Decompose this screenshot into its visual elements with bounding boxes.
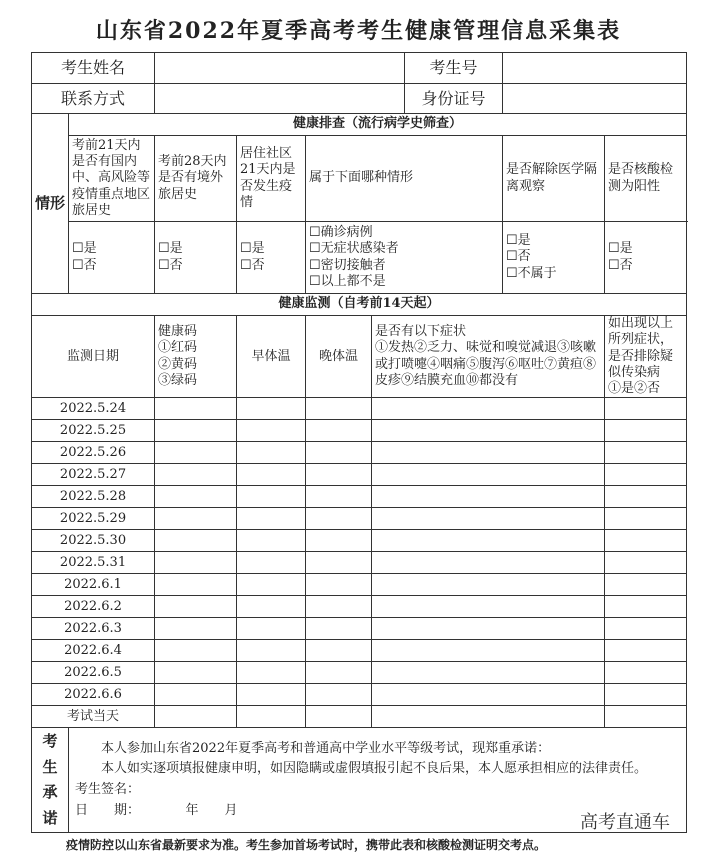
date-label[interactable]: 日 期： 年 月	[75, 803, 238, 819]
symptoms-cell[interactable]	[372, 420, 605, 442]
checkbox-option[interactable]: ☐密切接触者	[309, 257, 386, 273]
name-field[interactable]	[155, 53, 405, 84]
evening-temp-cell[interactable]	[306, 486, 372, 508]
morning-temp-cell[interactable]	[237, 684, 306, 706]
monitoring-date: 2022.6.5	[32, 662, 155, 684]
monitoring-date: 2022.5.31	[32, 552, 155, 574]
checkbox-option[interactable]: ☐是	[240, 241, 265, 257]
col-evening-header: 晚体温	[306, 316, 372, 398]
health-form-table	[31, 52, 687, 833]
code-cell[interactable]	[155, 464, 237, 486]
monitoring-date: 2022.5.28	[32, 486, 155, 508]
exclude-cell[interactable]	[605, 552, 687, 574]
screening-options[interactable]	[155, 222, 237, 294]
symptoms-cell[interactable]	[372, 684, 605, 706]
symptoms-cell[interactable]	[372, 464, 605, 486]
contact-field[interactable]	[155, 84, 405, 114]
monitoring-date: 2022.6.4	[32, 640, 155, 662]
checkbox-option[interactable]: ☐否	[158, 257, 183, 273]
exam-no-label: 考生号	[405, 53, 503, 84]
checkbox-option[interactable]: ☐否	[240, 257, 265, 273]
screening-question: 是否解除医学隔离观察	[503, 136, 605, 222]
evening-temp-cell[interactable]	[306, 706, 372, 728]
exclude-cell[interactable]	[605, 684, 687, 706]
morning-temp-cell[interactable]	[237, 618, 306, 640]
monitoring-row	[32, 420, 687, 442]
exclude-cell[interactable]	[605, 618, 687, 640]
monitoring-date: 2022.6.1	[32, 574, 155, 596]
symptoms-cell[interactable]	[372, 618, 605, 640]
exclude-cell[interactable]	[605, 706, 687, 728]
code-cell[interactable]	[155, 618, 237, 640]
exclude-cell[interactable]	[605, 464, 687, 486]
monitoring-row	[32, 618, 687, 640]
morning-temp-cell[interactable]	[237, 464, 306, 486]
screening-question: 居住社区21天内是否发生疫情	[237, 136, 306, 222]
col-exclude-header: 如出现以上所列症状，是否排除疑似传染病 ①是②否	[605, 316, 687, 398]
checkbox-option[interactable]: ☐否	[506, 249, 531, 265]
exclude-cell[interactable]	[605, 508, 687, 530]
monitoring-row	[32, 486, 687, 508]
screening-options[interactable]	[237, 222, 306, 294]
monitoring-date: 2022.5.24	[32, 398, 155, 420]
code-cell[interactable]	[155, 662, 237, 684]
symptoms-cell[interactable]	[372, 508, 605, 530]
checkbox-option[interactable]: ☐是	[608, 241, 633, 257]
checkbox-option[interactable]: ☐否	[608, 257, 633, 273]
exclude-cell[interactable]	[605, 442, 687, 464]
symptoms-cell[interactable]	[372, 596, 605, 618]
monitoring-row	[32, 530, 687, 552]
evening-temp-cell[interactable]	[306, 574, 372, 596]
col-date-header: 监测日期	[32, 316, 155, 398]
monitoring-row	[32, 684, 687, 706]
contact-label: 联系方式	[32, 84, 155, 114]
morning-temp-cell[interactable]	[237, 596, 306, 618]
evening-temp-cell[interactable]	[306, 442, 372, 464]
pledge-label: 考生承诺	[32, 728, 69, 833]
screening-options[interactable]	[605, 222, 687, 294]
checkbox-option[interactable]: ☐是	[506, 233, 531, 249]
exclude-cell[interactable]	[605, 530, 687, 552]
monitoring-date: 2022.5.26	[32, 442, 155, 464]
evening-temp-cell[interactable]	[306, 684, 372, 706]
pledge-line-2: 本人如实逐项填报健康申明，如因隐瞒或虚假填报引起不良后果，本人愿承担相应的法律责任。	[101, 761, 648, 777]
monitoring-row	[32, 398, 687, 420]
morning-temp-cell[interactable]	[237, 420, 306, 442]
checkbox-option[interactable]: ☐不属于	[506, 265, 557, 281]
pledge-line-1: 本人参加山东省2022年夏季高考和普通高中学业水平等级考试，现郑重承诺：	[101, 740, 551, 756]
exclude-cell[interactable]	[605, 596, 687, 618]
code-cell[interactable]	[155, 574, 237, 596]
morning-temp-cell[interactable]	[237, 640, 306, 662]
checkbox-option[interactable]: ☐是	[158, 241, 183, 257]
monitoring-date: 2022.5.29	[32, 508, 155, 530]
col-symptoms-header: 是否有以下症状 ①发热②乏力、味觉和嗅觉减退③咳嗽或打喷嚏④咽痛⑤腹泻⑥呕吐⑦黄疸⑧皮疹⑨结膜充血⑩都没有	[372, 316, 605, 398]
monitoring-date: 考试当天	[32, 706, 155, 728]
symptoms-cell[interactable]	[372, 530, 605, 552]
id-field[interactable]	[503, 84, 687, 114]
screening-question: 属于下面哪种情形	[306, 136, 503, 222]
morning-temp-cell[interactable]	[237, 574, 306, 596]
evening-temp-cell[interactable]	[306, 596, 372, 618]
exclude-cell[interactable]	[605, 486, 687, 508]
morning-temp-cell[interactable]	[237, 552, 306, 574]
col-code-header: 健康码 ①红码 ②黄码 ③绿码	[155, 316, 237, 398]
code-cell[interactable]	[155, 640, 237, 662]
monitoring-row	[32, 662, 687, 684]
code-cell[interactable]	[155, 684, 237, 706]
id-label: 身份证号	[405, 84, 503, 114]
symptoms-cell[interactable]	[372, 442, 605, 464]
evening-temp-cell[interactable]	[306, 420, 372, 442]
exclude-cell[interactable]	[605, 640, 687, 662]
exclude-cell[interactable]	[605, 662, 687, 684]
monitoring-date: 2022.6.2	[32, 596, 155, 618]
code-cell[interactable]	[155, 398, 237, 420]
checkbox-option[interactable]: ☐确诊病例	[309, 225, 373, 240]
checkbox-option[interactable]: ☐以上都不是	[309, 273, 386, 289]
symptoms-cell[interactable]	[372, 640, 605, 662]
exclude-cell[interactable]	[605, 398, 687, 420]
screening-options[interactable]	[69, 222, 155, 294]
monitoring-date: 2022.5.27	[32, 464, 155, 486]
checkbox-option[interactable]: ☐是	[72, 241, 97, 257]
signature-label[interactable]: 考生签名：	[75, 782, 141, 798]
evening-temp-cell[interactable]	[306, 530, 372, 552]
code-cell[interactable]	[155, 706, 237, 728]
screening-options[interactable]	[306, 222, 503, 294]
form-title: 山东省2022年夏季高考考生健康管理信息采集表	[95, 18, 622, 44]
screening-options[interactable]	[503, 222, 605, 294]
evening-temp-cell[interactable]	[306, 508, 372, 530]
evening-temp-cell[interactable]	[306, 618, 372, 640]
monitoring-row	[32, 552, 687, 574]
exclude-cell[interactable]	[605, 420, 687, 442]
monitoring-row	[32, 508, 687, 530]
checkbox-option[interactable]: ☐否	[72, 257, 97, 273]
evening-temp-cell[interactable]	[306, 464, 372, 486]
monitoring-date: 2022.5.25	[32, 420, 155, 442]
monitoring-row	[32, 706, 687, 728]
monitoring-header: 健康监测（自考前14天起）	[32, 294, 687, 316]
footer-note: 疫情防控以山东省最新要求为准。考生参加首场考试时，携带此表和核酸检测证明交考点。	[66, 838, 547, 852]
symptoms-cell[interactable]	[372, 662, 605, 684]
evening-temp-cell[interactable]	[306, 662, 372, 684]
monitoring-row	[32, 574, 687, 596]
morning-temp-cell[interactable]	[237, 508, 306, 530]
situation-label: 情形	[32, 114, 69, 294]
code-cell[interactable]	[155, 552, 237, 574]
monitoring-date: 2022.6.6	[32, 684, 155, 706]
monitoring-row	[32, 596, 687, 618]
checkbox-option[interactable]: ☐无症状感染者	[309, 241, 399, 257]
watermark: 高考直通车	[580, 812, 670, 833]
screening-question: 考前28天内是否有境外旅居史	[155, 136, 237, 222]
name-label: 考生姓名	[32, 53, 155, 84]
monitoring-date: 2022.6.3	[32, 618, 155, 640]
col-morning-header: 早体温	[237, 316, 306, 398]
morning-temp-cell[interactable]	[237, 530, 306, 552]
screening-question: 考前21天内是否有国内中、高风险等疫情重点地区旅居史	[69, 136, 155, 222]
code-cell[interactable]	[155, 596, 237, 618]
symptoms-cell[interactable]	[372, 552, 605, 574]
code-cell[interactable]	[155, 420, 237, 442]
code-cell[interactable]	[155, 442, 237, 464]
screening-question: 是否核酸检测为阳性	[605, 136, 687, 222]
evening-temp-cell[interactable]	[306, 640, 372, 662]
morning-temp-cell[interactable]	[237, 398, 306, 420]
morning-temp-cell[interactable]	[237, 662, 306, 684]
morning-temp-cell[interactable]	[237, 706, 306, 728]
code-cell[interactable]	[155, 508, 237, 530]
exclude-cell[interactable]	[605, 574, 687, 596]
exam-no-field[interactable]	[503, 53, 687, 84]
morning-temp-cell[interactable]	[237, 486, 306, 508]
symptoms-cell[interactable]	[372, 398, 605, 420]
monitoring-row	[32, 640, 687, 662]
monitoring-row	[32, 442, 687, 464]
code-cell[interactable]	[155, 530, 237, 552]
monitoring-row	[32, 464, 687, 486]
symptoms-cell[interactable]	[372, 574, 605, 596]
monitoring-date: 2022.5.30	[32, 530, 155, 552]
evening-temp-cell[interactable]	[306, 552, 372, 574]
evening-temp-cell[interactable]	[306, 398, 372, 420]
screening-header: 健康排查（流行病学史筛查）	[69, 114, 687, 136]
symptoms-cell[interactable]	[372, 706, 605, 728]
code-cell[interactable]	[155, 486, 237, 508]
morning-temp-cell[interactable]	[237, 442, 306, 464]
symptoms-cell[interactable]	[372, 486, 605, 508]
